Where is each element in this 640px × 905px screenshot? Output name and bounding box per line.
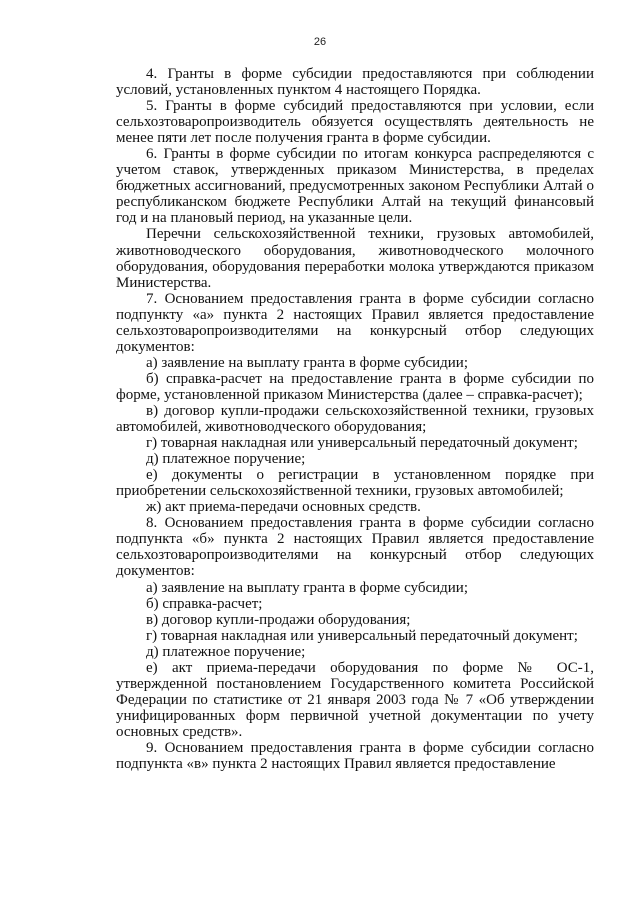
paragraph-4: Перечни сельскохозяйственной техники, грузовых автомобилей, животноводческого оборудования, животноводческого молочного оборудования, оборудования переработки молока утверждаются приказом Министерства. [116,226,594,291]
paragraph-3: 6. Гранты в форме субсидии по итогам конкурса распределяются с учетом ставок, утвержденных приказом Министерства, в пределах бюджетных ассигнований, предусмотренных законом Республики Алтай о республиканском бюджете Республики Алтай на текущий финансовый год и на плановый период, на указанные цели. [116,146,594,227]
paragraph-19: е) акт приема-передачи оборудования по форме № ОС-1, утвержденной постановлением Государственного комитета Российской Федерации по статистике от 21 января 2003 года № 7 «Об утверждении унифицированных форм первичной учетной документации по учету основных средств». [116,659,594,740]
paragraph-9: г) товарная накладная или универсальный передаточный документ; [146,435,578,452]
paragraph-18: д) платежное поручение; [146,643,306,660]
paragraph-17: г) товарная накладная или универсальный передаточный документ; [146,627,578,644]
page-number: 26 [313,36,327,48]
document-body [116,66,594,772]
paragraph-7: б) справка-расчет на предоставление гранта в форме субсидии по форме, установленной приказом Министерства (далее – справка-расчет); [116,370,594,403]
paragraph-1: 4. Гранты в форме субсидии предоставляются при соблюдении условий, установленных пунктом 4 настоящего Порядка. [116,66,594,99]
paragraph-12: ж) акт приема-передачи основных средств. [146,499,421,516]
paragraph-8: в) договор купли-продажи сельскохозяйственной техники, грузовых автомобилей, животноводческого оборудования; [116,402,594,436]
paragraph-14: а) заявление на выплату гранта в форме субсидии; [146,579,469,596]
paragraph-5: 7. Основанием предоставления гранта в форме субсидии согласно подпункту «а» пункта 2 настоящих Правил является предоставление сельхозтоваропроизводителями на конкурсный отбор следующих документов: [116,290,594,355]
paragraph-11: е) документы о регистрации в установленном порядке при приобретении сельскохозяйственной техники, грузовых автомобилей; [116,467,594,500]
paragraph-15: б) справка-расчет; [146,595,263,612]
paragraph-16: в) договор купли-продажи оборудования; [146,611,411,628]
paragraph-20: 9. Основанием предоставления гранта в форме субсидии согласно подпункта «в» пункта 2 настоящих Правил является предоставление [116,739,594,773]
paragraph-6: а) заявление на выплату гранта в форме субсидии; [146,354,469,371]
paragraph-10: д) платежное поручение; [146,451,306,468]
paragraph-2: 5. Гранты в форме субсидий предоставляются при условии, если сельхозтоваропроизводитель обязуется осуществлять деятельность не менее пяти лет после получения гранта в форме субсидии. [116,98,594,147]
paragraph-13: 8. Основанием предоставления гранта в форме субсидии согласно подпункта «б» пункта 2 настоящих Правил является предоставление сельхозтоваропроизводителями на конкурсный отбор следующих документов: [116,515,594,580]
